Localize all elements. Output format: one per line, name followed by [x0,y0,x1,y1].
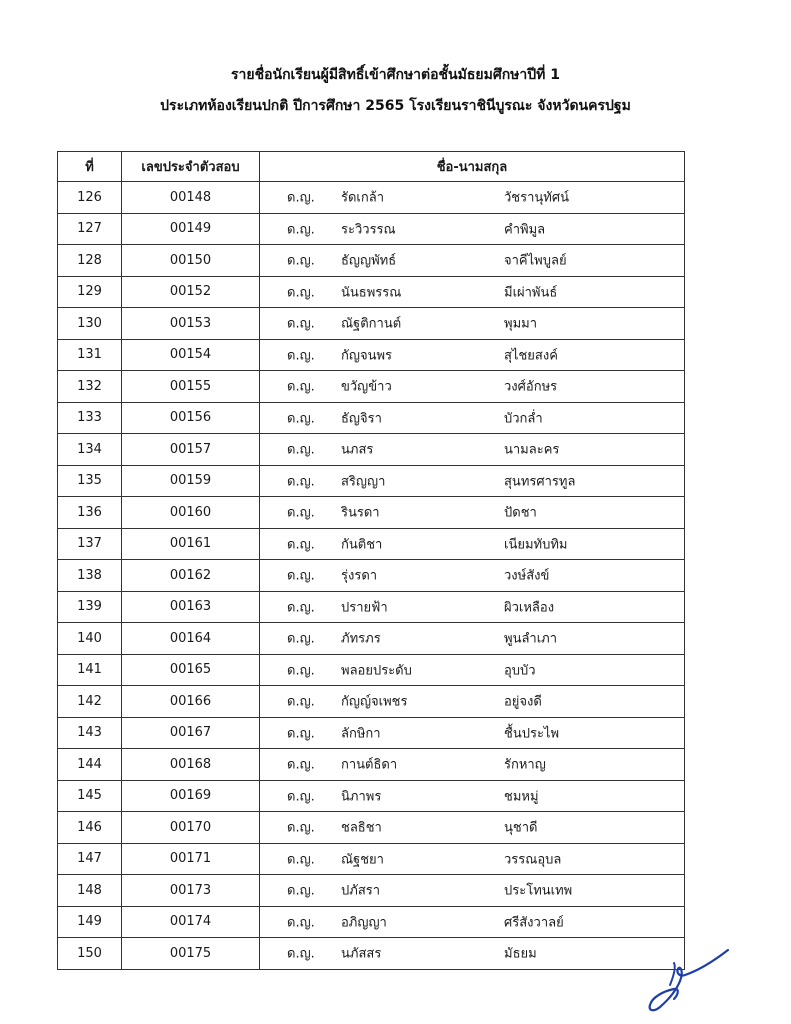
last-name: ประโทนเทพ [504,883,573,899]
name-prefix: ด.ญ. [287,663,315,679]
row-number: 142 [58,686,122,718]
name-prefix: ด.ญ. [287,505,315,521]
student-name [260,497,685,529]
row-number: 150 [58,938,122,970]
first-name: ณัฐชยา [341,852,384,868]
name-prefix: ด.ญ. [287,411,315,427]
exam-id: 00175 [122,938,260,970]
row-number: 140 [58,623,122,655]
exam-id: 00165 [122,654,260,686]
last-name: เนียมทับทิม [504,537,568,553]
name-prefix: ด.ญ. [287,442,315,458]
table-row [58,686,685,718]
exam-id: 00162 [122,560,260,592]
row-number: 146 [58,812,122,844]
row-number: 137 [58,528,122,560]
exam-id: 00166 [122,686,260,718]
student-name [260,371,685,403]
name-prefix: ด.ญ. [287,190,315,206]
row-number: 143 [58,717,122,749]
last-name: วัชรานุทัศน์ [504,190,569,206]
first-name: ปภัสรา [341,883,381,899]
first-name: ภัทรภร [341,631,381,647]
last-name: นามละคร [504,442,560,458]
first-name: ธัญจิรา [341,411,382,427]
name-prefix: ด.ญ. [287,694,315,710]
exam-id: 00171 [122,843,260,875]
last-name: ปัดชา [504,505,537,521]
first-name: พลอยประดับ [341,663,412,679]
first-name: นภสร [341,442,374,458]
last-name: ศรีสังวาลย์ [504,915,564,931]
exam-id: 00156 [122,402,260,434]
last-name: พูนลำเภา [504,631,558,647]
exam-id: 00149 [122,213,260,245]
row-number: 145 [58,780,122,812]
row-number: 148 [58,875,122,907]
exam-id: 00153 [122,308,260,340]
first-name: ธัญญพัทธ์ [341,253,397,269]
table-row [58,591,685,623]
student-roster-table [57,151,685,970]
name-prefix: ด.ญ. [287,253,315,269]
exam-id: 00152 [122,276,260,308]
first-name: ชลธิชา [341,820,382,836]
last-name: ชมหมู่ [504,789,539,805]
name-prefix: ด.ญ. [287,631,315,647]
name-prefix: ด.ญ. [287,222,315,238]
exam-id: 00163 [122,591,260,623]
first-name: รินรดา [341,505,380,521]
name-prefix: ด.ญ. [287,789,315,805]
student-name [260,938,685,970]
last-name: วงษ์สังข์ [504,568,550,584]
exam-id: 00148 [122,182,260,214]
row-number: 147 [58,843,122,875]
table-row [58,560,685,592]
name-prefix: ด.ญ. [287,316,315,332]
header-exam-id: เลขประจำตัวสอบ [122,152,260,182]
exam-id: 00161 [122,528,260,560]
student-name [260,717,685,749]
name-prefix: ด.ญ. [287,946,315,962]
name-prefix: ด.ญ. [287,474,315,490]
table-header-row [58,152,685,182]
student-name [260,812,685,844]
table-row [58,843,685,875]
table-row [58,623,685,655]
table-row [58,528,685,560]
student-name [260,402,685,434]
student-name [260,623,685,655]
student-name [260,654,685,686]
student-name [260,560,685,592]
name-prefix: ด.ญ. [287,379,315,395]
table-row [58,812,685,844]
first-name: รุ่งรดา [341,568,378,584]
row-number: 141 [58,654,122,686]
table-row [58,434,685,466]
name-prefix: ด.ญ. [287,726,315,742]
student-name [260,686,685,718]
first-name: รัดเกล้า [341,190,385,206]
student-name [260,213,685,245]
last-name: มัธยม [504,946,537,962]
name-prefix: ด.ญ. [287,757,315,773]
row-number: 128 [58,245,122,277]
last-name: คำพิมูล [504,222,546,238]
exam-id: 00168 [122,749,260,781]
row-number: 138 [58,560,122,592]
document-subtitle: ประเภทห้องเรียนปกติ ปีการศึกษา 2565 โรงเรียนราชินีบูรณะ จังหวัดนครปฐม [160,98,631,114]
table-row [58,717,685,749]
first-name: กันติชา [341,537,383,553]
name-prefix: ด.ญ. [287,852,315,868]
table-row [58,182,685,214]
document-title: รายชื่อนักเรียนผู้มีสิทธิ์เข้าศึกษาต่อชั้นมัธยมศึกษาปีที่ 1 [231,67,560,83]
row-number: 131 [58,339,122,371]
first-name: ระวิวรรณ [341,222,396,238]
student-name [260,308,685,340]
table-row [58,497,685,529]
first-name: สริญญา [341,474,386,490]
table-row [58,749,685,781]
student-name [260,591,685,623]
first-name: นิภาพร [341,789,382,805]
last-name: อุบบัว [504,663,536,679]
name-prefix: ด.ญ. [287,820,315,836]
last-name: ชื้นประไพ [504,726,560,742]
first-name: ปรายฟ้า [341,600,388,616]
row-number: 129 [58,276,122,308]
table-row [58,875,685,907]
exam-id: 00170 [122,812,260,844]
student-name [260,339,685,371]
first-name: กัญจนพร [341,348,393,364]
table-row [58,906,685,938]
table-body [58,182,685,970]
table-row [58,308,685,340]
name-prefix: ด.ญ. [287,537,315,553]
name-prefix: ด.ญ. [287,285,315,301]
exam-id: 00173 [122,875,260,907]
name-prefix: ด.ญ. [287,883,315,899]
exam-id: 00159 [122,465,260,497]
first-name: นันธพรรณ [341,285,402,301]
last-name: วงศ์อักษร [504,379,558,395]
name-prefix: ด.ญ. [287,348,315,364]
first-name: กานต์ธิดา [341,757,398,773]
last-name: วรรณอุบล [504,852,562,868]
row-number: 126 [58,182,122,214]
student-name [260,780,685,812]
first-name: ขวัญข้าว [341,379,392,395]
first-name: นภัสสร [341,946,382,962]
student-name [260,875,685,907]
student-name [260,182,685,214]
table-row [58,213,685,245]
table-row [58,245,685,277]
student-name [260,906,685,938]
last-name: อยู่จงดี [504,694,542,710]
last-name: สุนทรศารทูล [504,474,576,490]
row-number: 130 [58,308,122,340]
first-name: ณัฐติกานต์ [341,316,402,332]
row-number: 139 [58,591,122,623]
last-name: จาคีไพบูลย์ [504,253,567,269]
name-prefix: ด.ญ. [287,600,315,616]
signature-icon [640,945,730,1015]
table-row [58,780,685,812]
row-number: 136 [58,497,122,529]
last-name: รักหาญ [504,757,546,773]
last-name: นุชาดี [504,820,538,836]
last-name: มีเผ่าพันธ์ [504,285,558,301]
exam-id: 00167 [122,717,260,749]
student-name [260,528,685,560]
student-name [260,276,685,308]
first-name: อภิญญา [341,915,387,931]
name-prefix: ด.ญ. [287,915,315,931]
exam-id: 00155 [122,371,260,403]
table-row [58,402,685,434]
table-row [58,654,685,686]
first-name: ลักษิกา [341,726,381,742]
exam-id: 00174 [122,906,260,938]
student-name [260,434,685,466]
exam-id: 00160 [122,497,260,529]
row-number: 132 [58,371,122,403]
student-name [260,465,685,497]
table-row [58,465,685,497]
student-name [260,245,685,277]
name-prefix: ด.ญ. [287,568,315,584]
table-row [58,276,685,308]
last-name: ผิวเหลือง [504,600,555,616]
table-row [58,339,685,371]
exam-id: 00164 [122,623,260,655]
table-row [58,938,685,970]
student-name [260,843,685,875]
last-name: สุไชยสงค์ [504,348,558,364]
header-number: ที่ [58,152,122,182]
header-full-name: ชื่อ-นามสกุล [260,152,685,182]
row-number: 149 [58,906,122,938]
first-name: กัญญ์จเพชร [341,694,408,710]
exam-id: 00157 [122,434,260,466]
table-row [58,371,685,403]
row-number: 144 [58,749,122,781]
row-number: 134 [58,434,122,466]
row-number: 133 [58,402,122,434]
last-name: พุมมา [504,316,538,332]
row-number: 135 [58,465,122,497]
exam-id: 00169 [122,780,260,812]
last-name: บัวกล่ำ [504,411,543,427]
exam-id: 00150 [122,245,260,277]
row-number: 127 [58,213,122,245]
exam-id: 00154 [122,339,260,371]
student-name [260,749,685,781]
